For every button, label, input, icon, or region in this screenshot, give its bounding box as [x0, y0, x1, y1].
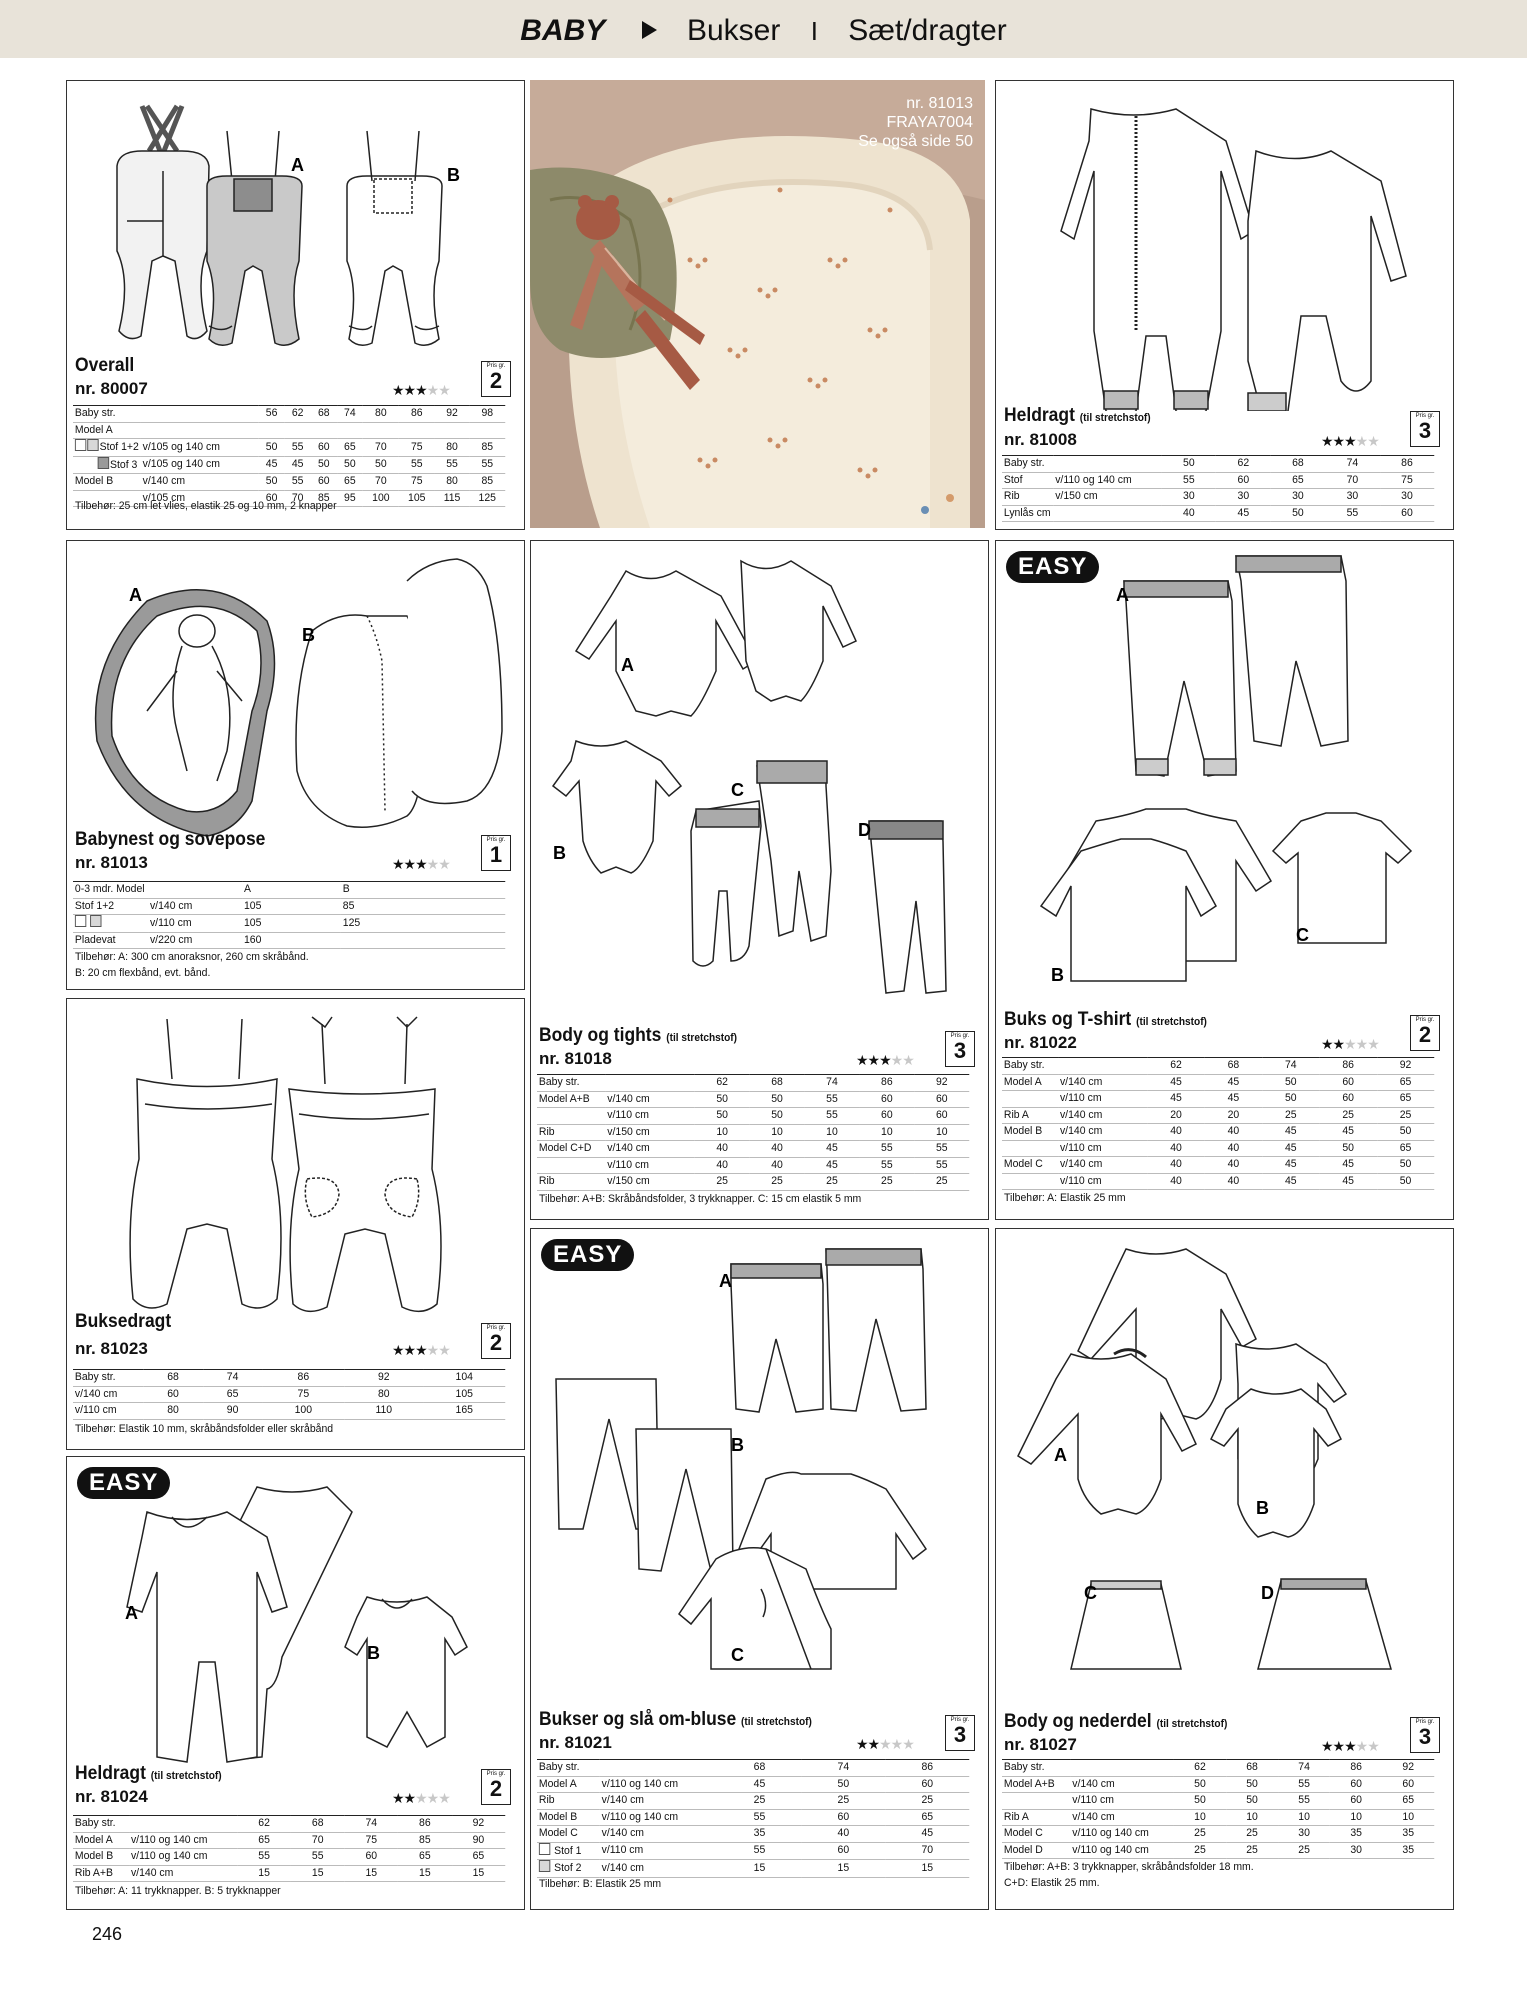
fabric-swatch-white — [75, 915, 86, 927]
price-group-badge: Pris gr. 3 — [1410, 411, 1440, 447]
fabric-swatch-white — [539, 1843, 550, 1855]
buks-letter-a: A — [1116, 585, 1129, 605]
pattern-title: Buksedragt — [75, 1311, 172, 1332]
bukser-letter-b: B — [731, 1435, 744, 1455]
fabric-swatch-light — [90, 915, 101, 927]
price-group-badge: Pris gr. 3 — [1410, 1717, 1440, 1753]
pattern-number: nr. 81013 — [75, 853, 148, 872]
pattern-card-81021 — [530, 1228, 989, 1910]
size-table: Baby str. 68 74 86 Model A v/110 og 140 cm 45 50 60 Rib v/140 cm 25 25 25 Model B v/110 og 140 cm 55 60 65 Model C v/140 cm 35 40 45 Stof 1 v/110 cm 55 60 70 Stof 2 v/140 cm 15 15 15 — [537, 1759, 969, 1878]
accessories-text: Tilbehør: A+B: Skråbåndsfolder, 3 trykknapper. C: 15 cm elastik 5 mm — [539, 1193, 862, 1205]
body-nederdel-illustration — [996, 1229, 1453, 1699]
accessories-text: Tilbehør: A+B: 3 trykknapper, skråbåndsfolder 18 mm. — [1004, 1861, 1254, 1873]
easy-badge: EASY — [1006, 551, 1099, 583]
price-group-badge: Pris gr. 3 — [945, 1715, 975, 1751]
difficulty-stars: ★★★★★ — [1321, 1738, 1379, 1754]
pattern-number: nr. 81021 — [539, 1733, 612, 1752]
overall-illustration — [67, 81, 524, 361]
price-group-badge: Pris gr. 2 — [481, 361, 511, 397]
overall-letter-b: B — [447, 165, 460, 185]
size-table: Baby str. 56 62 68 74 80 86 92 98 Model A Stof 1+2 v/105 og 140 cm 50 55 60 65 70 75 80 85 Stof 3 v/105 og 140 cm 45 45 50 50 50 55 55 55 Model B v/140 cm 50 55 60 65 70 75 80 85 v/105 cm 60 70 85 95 100 105 115 125 — [73, 405, 505, 507]
pattern-number: nr. 81022 — [1004, 1033, 1077, 1052]
pattern-title: Bukser og slå om-bluse (til stretchstof) — [539, 1709, 812, 1730]
price-group-badge: Pris gr. 3 — [945, 1031, 975, 1067]
buksedragt-illustration — [67, 999, 524, 1319]
nederdel-letter-c: C — [1084, 1583, 1097, 1603]
pattern-card-81022 — [995, 540, 1454, 1220]
pattern-title: Body og tights (til stretchstof) — [539, 1025, 738, 1046]
size-table: Baby str. 68 74 86 92 104 v/140 cm 60 65 75 80 105 v/110 cm 80 90 100 110 165 — [73, 1369, 505, 1420]
accessories-text: Tilbehør: A: 11 trykknapper. B: 5 trykknapper — [75, 1885, 281, 1897]
photo-ref-number: nr. 81013 — [906, 95, 973, 112]
size-table: Baby str. 62 68 74 86 92 Model A v/110 og 140 cm 65 70 75 85 90 Model B v/110 og 140 cm 55 55 60 65 65 Rib A+B v/140 cm 15 15 15 15 15 — [73, 1815, 505, 1882]
page-header — [0, 0, 1527, 58]
bukser-bluse-illustration — [531, 1229, 988, 1699]
body-letter-b: B — [1256, 1498, 1269, 1518]
body-letter-b: B — [553, 843, 566, 863]
difficulty-stars: ★★★★★ — [392, 856, 450, 872]
accessories-text: Tilbehør: Elastik 10 mm, skråbåndsfolder eller skråbånd — [75, 1423, 334, 1435]
pattern-card-81018 — [530, 540, 989, 1220]
pattern-title: Babynest og sovepose — [75, 829, 266, 850]
babynest-letter-b: B — [302, 625, 315, 645]
fabric-swatch-grey — [98, 457, 109, 469]
size-table: Baby str. 50 62 68 74 86 Stof v/110 og 140 cm 55 60 65 70 75 Rib v/150 cm 30 30 30 30 30 Lynlås cm 40 45 50 55 60 — [1002, 455, 1434, 522]
babynest-illustration — [67, 541, 524, 841]
heldragt-81024-illustration — [67, 1457, 524, 1767]
price-group-badge: Pris gr. 1 — [481, 835, 511, 871]
page-number: 246 — [92, 1924, 123, 1944]
heldragt-81008-illustration — [996, 81, 1453, 411]
size-table: Baby str. 62 68 74 86 92 Model A+B v/140 cm 50 50 55 60 60 v/110 cm 50 50 55 60 65 Rib A v/140 cm 10 10 10 10 10 Model C v/110 og 140 cm 25 25 30 35 35 Model D v/110 og 140 cm 25 25 25 30 35 — [1002, 1759, 1434, 1859]
difficulty-stars: ★★★★★ — [856, 1052, 914, 1068]
bukser-letter-a: A — [719, 1271, 732, 1291]
accessories-text: Tilbehør: A: 300 cm anoraksnor, 260 cm skråbånd. — [75, 951, 309, 963]
pattern-number: nr. 81018 — [539, 1049, 612, 1068]
pattern-number: nr. 81024 — [75, 1787, 148, 1806]
difficulty-stars: ★★★★★ — [1321, 1036, 1379, 1052]
difficulty-stars: ★★★★★ — [392, 1790, 450, 1806]
pattern-title: Overall — [75, 355, 135, 376]
fabric-swatch-white — [75, 439, 86, 451]
heldragt-letter-b: B — [367, 1643, 380, 1663]
size-table: Baby str. 62 68 74 86 92 Model A+B v/140 cm 50 50 55 60 60 v/110 cm 50 50 55 60 60 Rib v/150 cm 10 10 10 10 10 Model C+D v/140 cm 40 40 45 55 55 v/110 cm 40 40 45 55 55 Rib v/150 cm 25 25 25 25 25 — [537, 1074, 969, 1191]
accessories-text: Tilbehør: B: Elastik 25 mm — [539, 1878, 662, 1890]
nederdel-letter-d: D — [1261, 1583, 1274, 1603]
accessories-text-2: B: 20 cm flexbånd, evt. bånd. — [75, 967, 211, 979]
accessories-text: Tilbehør: 25 cm let vlies, elastik 25 og 10 mm, 2 knapper — [75, 500, 337, 512]
pattern-title: Buks og T-shirt (til stretchstof) — [1004, 1009, 1207, 1030]
accessories-text: Tilbehør: A: Elastik 25 mm — [1004, 1192, 1126, 1204]
difficulty-stars: ★★★★★ — [856, 1736, 914, 1752]
play-arrow-icon — [642, 21, 657, 39]
photo-ref-fabric: FRAYA7004 — [886, 114, 973, 131]
photo-ref-see-also: Se også side 50 — [858, 133, 973, 150]
size-table: Baby str. 62 68 74 86 92 Model A v/140 cm 45 45 50 60 65 v/110 cm 45 45 50 60 65 Rib A v/140 cm 20 20 25 25 25 Model B v/140 cm 40 40 45 45 50 v/110 cm 40 40 45 50 65 Model C v/140 cm 40 40 45 45 50 v/110 cm 40 40 45 45 50 — [1002, 1057, 1434, 1190]
tights-letter-c: C — [731, 780, 744, 800]
pattern-number: nr. 81027 — [1004, 1735, 1077, 1754]
pattern-title: Body og nederdel (til stretchstof) — [1004, 1711, 1228, 1732]
product-photo — [530, 80, 985, 528]
price-group-badge: Pris gr. 2 — [481, 1769, 511, 1805]
pattern-title: Heldragt (til stretchstof) — [1004, 405, 1151, 426]
pattern-number: nr. 81008 — [1004, 430, 1077, 449]
pattern-title: Heldragt (til stretchstof) — [75, 1763, 222, 1784]
pattern-card-81023 — [66, 998, 525, 1450]
overall-letter-a: A — [291, 155, 304, 175]
header-separator: I — [810, 16, 818, 46]
babynest-letter-a: A — [129, 585, 142, 605]
photo-reference — [858, 94, 973, 151]
pattern-card-81027 — [995, 1228, 1454, 1910]
price-group-badge: Pris gr. 2 — [1410, 1015, 1440, 1051]
pattern-card-81013 — [66, 540, 525, 990]
body-letter-a: A — [621, 655, 634, 675]
tshirt-letter-c: C — [1296, 925, 1309, 945]
difficulty-stars: ★★★★★ — [392, 1342, 450, 1358]
easy-badge: EASY — [77, 1467, 170, 1499]
pattern-card-81024 — [66, 1456, 525, 1910]
bluse-letter-c: C — [731, 1645, 744, 1665]
pattern-card-80007 — [66, 80, 525, 530]
price-group-badge: Pris gr. 2 — [481, 1323, 511, 1359]
body-letter-a: A — [1054, 1445, 1067, 1465]
heldragt-letter-a: A — [125, 1603, 138, 1623]
accessories-text-2: C+D: Elastik 25 mm. — [1004, 1877, 1100, 1889]
easy-badge: EASY — [541, 1239, 634, 1271]
tights-letter-d: D — [858, 820, 871, 840]
header-crumb-saet: Sæt/dragter — [848, 14, 1007, 47]
size-table: 0-3 mdr. Model A B Stof 1+2 v/140 cm 105 85 v/110 cm 105 125 Pladevat v/220 cm 160 — [73, 881, 505, 949]
header-crumb-bukser: Bukser — [686, 14, 781, 47]
difficulty-stars: ★★★★★ — [1321, 433, 1379, 449]
tshirt-letter-b: B — [1051, 965, 1064, 985]
header-category: BABY — [520, 14, 606, 47]
buks-tshirt-illustration — [996, 541, 1453, 1011]
body-tights-illustration — [531, 541, 988, 1011]
pattern-number: nr. 80007 — [75, 379, 148, 398]
pattern-card-81008 — [995, 80, 1454, 530]
pattern-number: nr. 81023 — [75, 1339, 148, 1358]
difficulty-stars: ★★★★★ — [392, 382, 450, 398]
fabric-swatch-light — [87, 439, 98, 451]
fabric-swatch-light — [539, 1860, 550, 1872]
